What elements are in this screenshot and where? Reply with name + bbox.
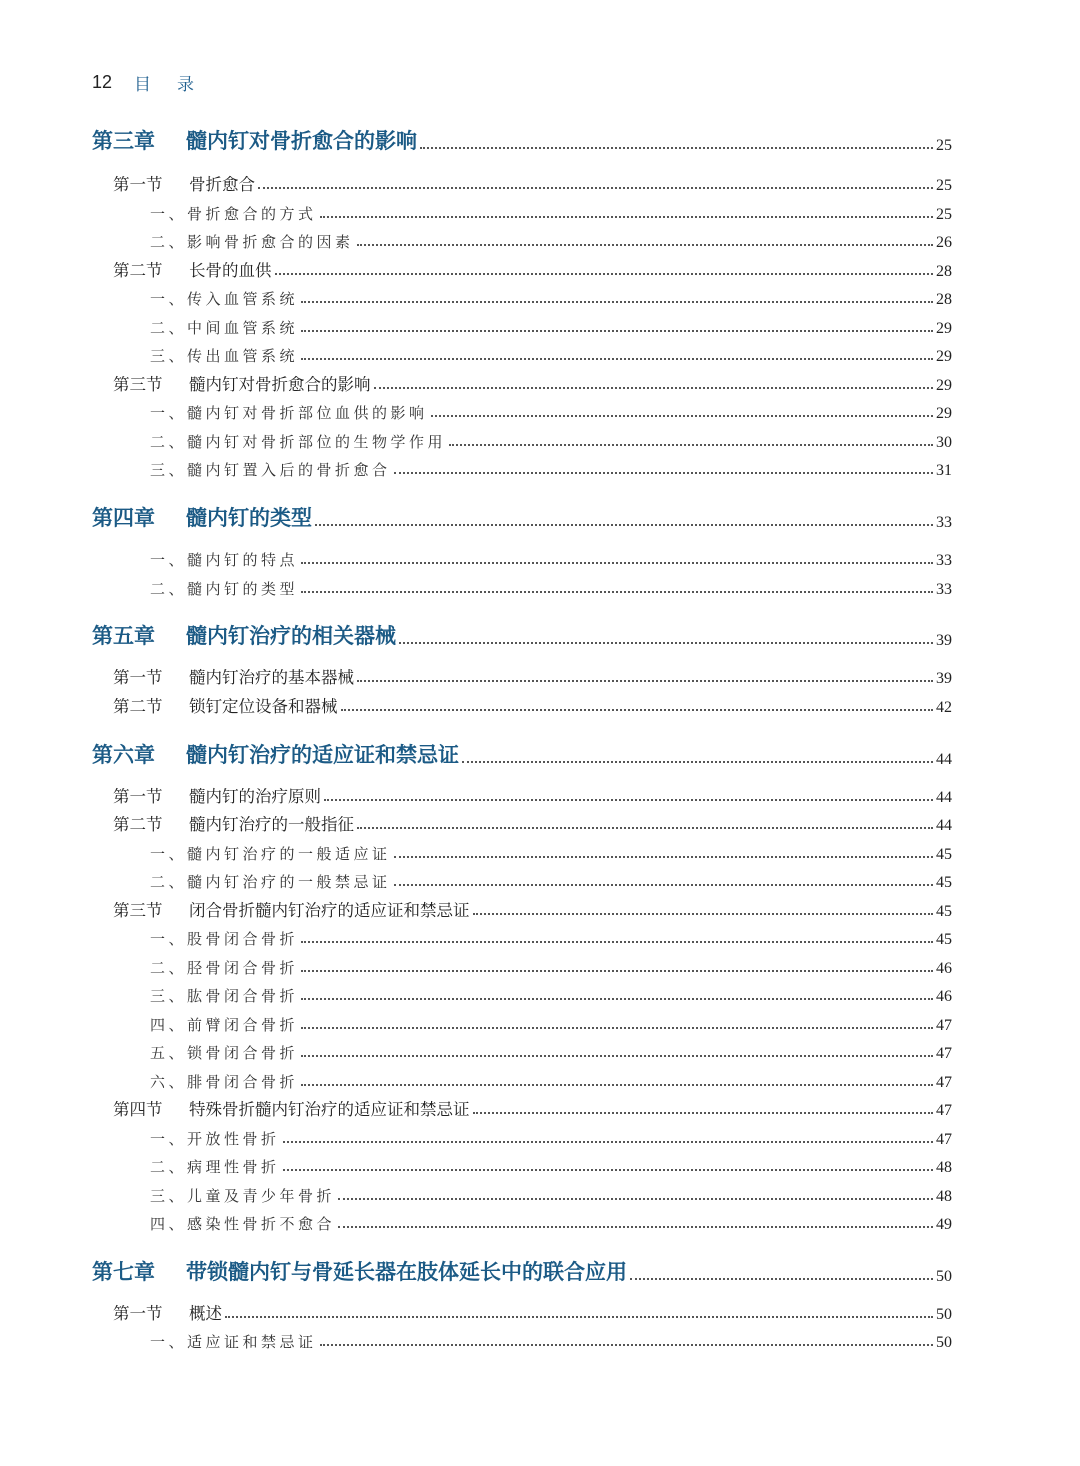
toc-item-row[interactable] xyxy=(150,200,952,224)
toc-page-number: 29 xyxy=(936,377,952,394)
toc-entry-label xyxy=(150,578,298,599)
toc-page-number: 29 xyxy=(936,405,952,422)
item-title: 二、髓内钉对骨折部位的生物学作用 xyxy=(150,433,447,451)
toc-page-number: 25 xyxy=(936,137,952,154)
item-title: 一、股骨闭合骨折 xyxy=(150,930,299,948)
dot-leader xyxy=(341,709,934,711)
section-title: 骨折愈合 xyxy=(189,175,255,194)
dot-leader xyxy=(301,1055,933,1057)
chapter-title: 髓内钉对骨折愈合的影响 xyxy=(186,128,417,153)
toc-page-number: 30 xyxy=(936,434,952,451)
toc-item-row[interactable] xyxy=(150,1011,952,1035)
toc-item-row[interactable] xyxy=(150,428,952,452)
toc-item-row[interactable] xyxy=(150,228,952,252)
toc-entry-label xyxy=(150,317,298,338)
toc-entry-label xyxy=(113,1300,222,1324)
dot-leader xyxy=(283,1169,933,1171)
toc-section-row[interactable] xyxy=(113,1300,952,1324)
section-title: 髓内钉对骨折愈合的影响 xyxy=(189,375,371,394)
dot-leader xyxy=(357,244,933,246)
toc-item-row[interactable] xyxy=(150,314,952,338)
toc-entry-label xyxy=(150,843,391,864)
toc-page-number: 25 xyxy=(936,206,952,223)
item-title: 一、骨折愈合的方式 xyxy=(150,205,317,223)
toc-entry-label xyxy=(150,928,298,949)
item-title: 一、髓内钉治疗的一般适应证 xyxy=(150,845,391,863)
dot-leader xyxy=(301,591,933,593)
dot-leader xyxy=(320,1344,933,1346)
chapter-number: 第五章 xyxy=(92,623,155,648)
toc-page-number: 48 xyxy=(936,1159,952,1176)
item-title: 三、髓内钉置入后的骨折愈合 xyxy=(150,461,391,479)
chapter-title: 髓内钉治疗的适应证和禁忌证 xyxy=(186,742,459,767)
chapter-number: 第四章 xyxy=(92,505,155,530)
dot-leader xyxy=(301,330,933,332)
toc-section-row[interactable] xyxy=(113,811,952,835)
toc-page-number: 46 xyxy=(936,960,952,977)
toc-page-number: 47 xyxy=(936,1045,952,1062)
toc-page-number: 39 xyxy=(936,632,952,649)
section-number: 第一节 xyxy=(113,668,163,687)
section-number: 第一节 xyxy=(113,1304,163,1323)
section-title: 概述 xyxy=(189,1304,222,1323)
toc-entry-label xyxy=(150,549,298,570)
dot-leader xyxy=(283,1141,933,1143)
toc-page-number: 28 xyxy=(936,291,952,308)
item-title: 二、影响骨折愈合的因素 xyxy=(150,233,354,251)
section-number: 第三节 xyxy=(113,375,163,394)
toc-chapter-row[interactable] xyxy=(92,502,952,532)
toc-item-row[interactable] xyxy=(150,546,952,570)
dot-leader xyxy=(449,444,933,446)
toc-entry-label xyxy=(150,203,317,224)
section-title: 特殊骨折髓内钉治疗的适应证和禁忌证 xyxy=(189,1100,470,1119)
toc-page-number: 29 xyxy=(936,348,952,365)
section-number: 第三节 xyxy=(113,901,163,920)
toc-item-row[interactable] xyxy=(150,1182,952,1206)
toc-entry-label xyxy=(113,257,272,281)
toc-item-row[interactable] xyxy=(150,342,952,366)
dot-leader xyxy=(420,147,933,149)
toc-page-number: 42 xyxy=(936,699,952,716)
toc-entry-label xyxy=(113,783,321,807)
dot-leader xyxy=(394,884,933,886)
toc-entry-label xyxy=(92,739,459,769)
section-number: 第四节 xyxy=(113,1100,163,1119)
toc-page-number: 33 xyxy=(936,581,952,598)
toc-chapter-row[interactable] xyxy=(92,125,952,155)
toc-entry-label xyxy=(113,171,255,195)
toc-entry-label xyxy=(150,1042,298,1063)
toc-item-row[interactable] xyxy=(150,925,952,949)
item-title: 四、前臂闭合骨折 xyxy=(150,1016,299,1034)
toc-item-row[interactable] xyxy=(150,1328,952,1352)
toc-item-row[interactable] xyxy=(150,840,952,864)
toc-page-number: 44 xyxy=(936,789,952,806)
chapter-title: 带锁髓内钉与骨延长器在肢体延长中的联合应用 xyxy=(186,1259,627,1284)
section-number: 第一节 xyxy=(113,787,163,806)
item-title: 一、开放性骨折 xyxy=(150,1130,280,1148)
dot-leader xyxy=(301,1027,933,1029)
toc-section-row[interactable] xyxy=(113,1096,952,1120)
toc-entry-label xyxy=(150,1071,298,1092)
toc-item-row[interactable] xyxy=(150,1039,952,1063)
dot-leader xyxy=(301,1084,933,1086)
section-number: 第二节 xyxy=(113,815,163,834)
toc-entry-label xyxy=(113,897,470,921)
toc-entry-label xyxy=(150,431,446,452)
toc-page-number: 50 xyxy=(936,1334,952,1351)
toc-section-row[interactable] xyxy=(113,897,952,921)
toc-page-number: 29 xyxy=(936,320,952,337)
dot-leader xyxy=(374,387,934,389)
toc-page-number: 45 xyxy=(936,874,952,891)
toc-entry-label xyxy=(150,957,298,978)
toc-page-number: 33 xyxy=(936,552,952,569)
toc-page-number: 48 xyxy=(936,1188,952,1205)
toc-page-number: 46 xyxy=(936,988,952,1005)
toc-entry-label xyxy=(113,811,354,835)
toc-chapter-row[interactable] xyxy=(92,739,952,769)
item-title: 二、髓内钉治疗的一般禁忌证 xyxy=(150,873,391,891)
dot-leader xyxy=(315,524,933,526)
toc-item-row[interactable] xyxy=(150,1068,952,1092)
dot-leader xyxy=(301,301,933,303)
toc-entry-label xyxy=(92,620,396,650)
toc-entry-label xyxy=(113,664,354,688)
item-title: 三、儿童及青少年骨折 xyxy=(150,1187,336,1205)
toc-entry-label xyxy=(92,125,417,155)
toc-item-row[interactable] xyxy=(150,1125,952,1149)
item-title: 一、适应证和禁忌证 xyxy=(150,1333,317,1351)
section-title: 髓内钉治疗的基本器械 xyxy=(189,668,354,687)
toc-page-number: 28 xyxy=(936,263,952,280)
chapter-number: 第六章 xyxy=(92,742,155,767)
dot-leader xyxy=(431,415,933,417)
section-title: 髓内钉的治疗原则 xyxy=(189,787,321,806)
toc-item-row[interactable] xyxy=(150,399,952,423)
section-number: 第二节 xyxy=(113,697,163,716)
toc-item-row[interactable] xyxy=(150,868,952,892)
chapter-number: 第三章 xyxy=(92,128,155,153)
toc-page-number: 44 xyxy=(936,817,952,834)
item-title: 三、传出血管系统 xyxy=(150,347,299,365)
item-title: 一、髓内钉的特点 xyxy=(150,551,299,569)
item-title: 二、胫骨闭合骨折 xyxy=(150,959,299,977)
toc-page-number: 45 xyxy=(936,846,952,863)
toc-entry-label xyxy=(113,371,371,395)
toc-entry-label xyxy=(150,231,354,252)
toc-page-number: 33 xyxy=(936,514,952,531)
toc-page-number: 47 xyxy=(936,1131,952,1148)
toc-page-number: 47 xyxy=(936,1017,952,1034)
dot-leader xyxy=(301,998,933,1000)
toc-section-row[interactable] xyxy=(113,664,952,688)
toc-entry-label xyxy=(150,1014,298,1035)
item-title: 二、中间血管系统 xyxy=(150,319,299,337)
toc-item-row[interactable] xyxy=(150,1153,952,1177)
section-title: 长骨的血供 xyxy=(189,261,272,280)
dot-leader xyxy=(320,216,933,218)
toc-item-row[interactable] xyxy=(150,575,952,599)
toc-item-row[interactable] xyxy=(150,456,952,480)
toc-entry-label xyxy=(150,288,298,309)
toc-entry-label xyxy=(150,1331,317,1352)
section-title: 锁钉定位设备和器械 xyxy=(189,697,338,716)
toc-entry-label xyxy=(113,693,338,717)
dot-leader xyxy=(473,913,934,915)
page-number: 12 xyxy=(92,71,113,92)
dot-leader xyxy=(357,680,933,682)
toc-chapter-row[interactable] xyxy=(92,1256,952,1286)
chapter-title: 髓内钉的类型 xyxy=(186,505,312,530)
dot-leader xyxy=(301,941,933,943)
toc-page-number: 47 xyxy=(936,1074,952,1091)
dot-leader xyxy=(630,1278,933,1280)
toc-chapter-row[interactable] xyxy=(92,620,952,650)
toc-entry-label xyxy=(150,402,428,423)
toc-item-row[interactable] xyxy=(150,954,952,978)
dot-leader xyxy=(301,562,933,564)
toc-page-number: 50 xyxy=(936,1306,952,1323)
toc-page-number: 45 xyxy=(936,903,952,920)
toc-entry-label xyxy=(150,871,391,892)
page-header xyxy=(92,68,220,96)
dot-leader xyxy=(338,1198,933,1200)
dot-leader xyxy=(394,856,933,858)
section-title: 髓内钉治疗的一般指征 xyxy=(189,815,354,834)
dot-leader xyxy=(225,1316,933,1318)
item-title: 三、肱骨闭合骨折 xyxy=(150,987,299,1005)
item-title: 二、髓内钉的类型 xyxy=(150,580,299,598)
dot-leader xyxy=(399,642,933,644)
toc-page-number: 26 xyxy=(936,234,952,251)
toc-entry-label xyxy=(150,1185,335,1206)
toc-page-number: 47 xyxy=(936,1102,952,1119)
dot-leader xyxy=(462,761,933,763)
dot-leader xyxy=(324,799,933,801)
dot-leader xyxy=(301,970,933,972)
toc-item-row[interactable] xyxy=(150,1210,952,1234)
item-title: 六、腓骨闭合骨折 xyxy=(150,1073,299,1091)
toc-item-row[interactable] xyxy=(150,285,952,309)
toc-page-number: 31 xyxy=(936,462,952,479)
toc-entry-label xyxy=(113,1096,470,1120)
chapter-number: 第七章 xyxy=(92,1259,155,1284)
dot-leader xyxy=(275,273,934,275)
item-title: 四、感染性骨折不愈合 xyxy=(150,1215,336,1233)
toc-item-row[interactable] xyxy=(150,982,952,1006)
section-number: 第一节 xyxy=(113,175,163,194)
dot-leader xyxy=(258,187,933,189)
toc-page-number: 45 xyxy=(936,931,952,948)
toc-section-row[interactable] xyxy=(113,693,952,717)
item-title: 五、锁骨闭合骨折 xyxy=(150,1044,299,1062)
toc-entry-label xyxy=(150,345,298,366)
toc-page-number: 49 xyxy=(936,1216,952,1233)
toc-page-number: 44 xyxy=(936,751,952,768)
item-title: 二、病理性骨折 xyxy=(150,1158,280,1176)
toc-entry-label xyxy=(150,1213,335,1234)
toc-entry-label xyxy=(92,502,312,532)
dot-leader xyxy=(394,472,933,474)
toc-section-row[interactable] xyxy=(113,257,952,281)
dot-leader xyxy=(338,1226,933,1228)
item-title: 一、髓内钉对骨折部位血供的影响 xyxy=(150,404,428,422)
item-title: 一、传入血管系统 xyxy=(150,290,299,308)
chapter-title: 髓内钉治疗的相关器械 xyxy=(186,623,396,648)
toc-page-number: 39 xyxy=(936,670,952,687)
toc-entry-label xyxy=(150,459,391,480)
section-title: 闭合骨折髓内钉治疗的适应证和禁忌证 xyxy=(189,901,470,920)
dot-leader xyxy=(473,1112,934,1114)
toc-entry-label xyxy=(150,985,298,1006)
toc-section-row[interactable] xyxy=(113,171,952,195)
toc-entry-label xyxy=(150,1156,280,1177)
toc-page-number: 25 xyxy=(936,177,952,194)
running-title: 目录 xyxy=(134,74,221,95)
section-number: 第二节 xyxy=(113,261,163,280)
toc-page-number: 50 xyxy=(936,1268,952,1285)
toc-section-row[interactable] xyxy=(113,371,952,395)
dot-leader xyxy=(357,827,933,829)
toc-entry-label xyxy=(150,1128,280,1149)
dot-leader xyxy=(301,358,933,360)
toc-entry-label xyxy=(92,1256,627,1286)
toc-section-row[interactable] xyxy=(113,783,952,807)
